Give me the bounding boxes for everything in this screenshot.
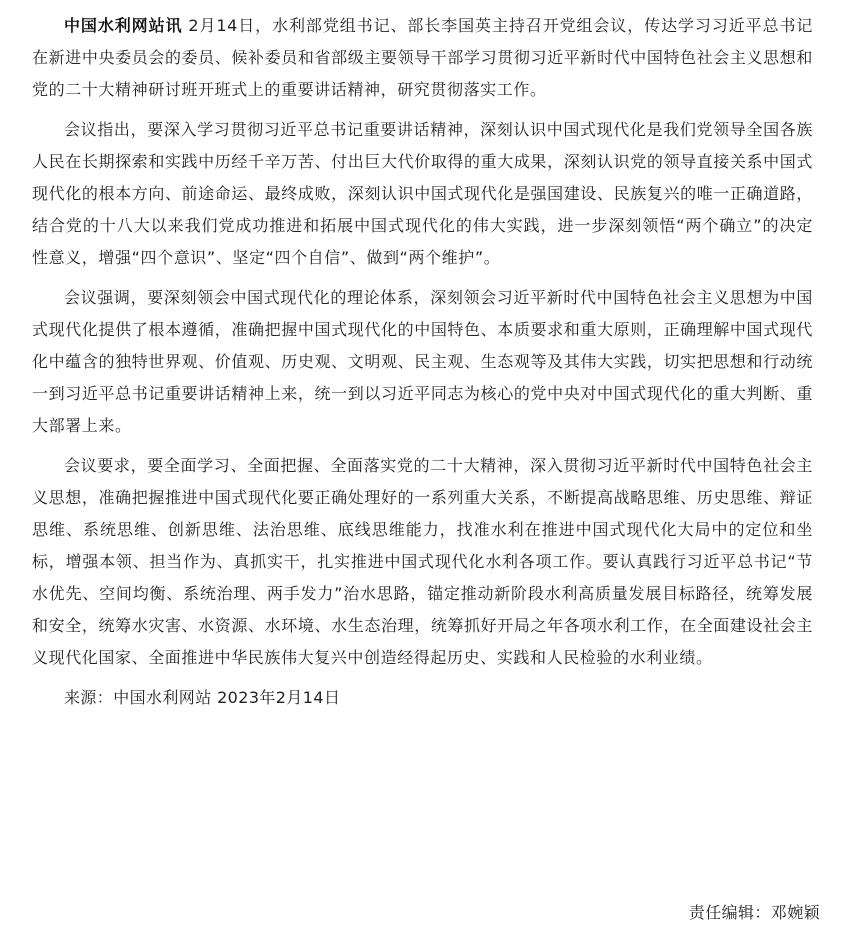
paragraph-1-text: 2月14日，水利部党组书记、部长李国英主持召开党组会议，传达学习习近平总书记在新进中央委员会的委员、候补委员和省部级主要领导干部学习贯彻习近平新时代中国特色社会主义思想和党的二十大精神研讨班开班式上的重要讲话精神，研究贯彻落实工作。 [32,16,813,99]
lead-source-label: 中国水利网站讯 [64,16,183,35]
source-line: 来源：中国水利网站 2023年2月14日 [64,688,341,707]
paragraph-1 [32,10,813,106]
editor-credit: 责任编辑：邓婉颖 [688,903,820,922]
paragraph-3: 会议强调，要深刻领会中国式现代化的理论体系，深刻领会习近平新时代中国特色社会主义思想为中国式现代化提供了根本遵循，准确把握中国式现代化的中国特色、本质要求和重大原则，正确理解中国式现代化中蕴含的独特世界观、价值观、历史观、文明观、民主观、生态观等及其伟大实践，切实把思想和行动统一到习近平总书记重要讲话精神上来，统一到以习近平同志为核心的党中央对中国式现代化的重大判断、重大部署上来。 [32,288,813,435]
paragraph-4: 会议要求，要全面学习、全面把握、全面落实党的二十大精神，深入贯彻习近平新时代中国特色社会主义思想，准确把握推进中国式现代化要正确处理好的一系列重大关系，不断提高战略思维、历史思维、辩证思维、系统思维、创新思维、法治思维、底线思维能力，找准水利在推进中国式现代化大局中的定位和坐标，增强本领、担当作为、真抓实干，扎实推进中国式现代化水利各项工作。要认真践行习近平总书记“节水优先、空间均衡、系统治理、两手发力”治水思路，锚定推动新阶段水利高质量发展目标路径，统筹发展和安全，统筹水灾害、水资源、水环境、水生态治理，统筹抓好开局之年各项水利工作，在全面建设社会主义现代化国家、全面推进中华民族伟大复兴中创造经得起历史、实践和人民检验的水利业绩。 [32,456,813,667]
paragraph-2: 会议指出，要深入学习贯彻习近平总书记重要讲话精神，深刻认识中国式现代化是我们党领导全国各族人民在长期探索和实践中历经千辛万苦、付出巨大代价取得的重大成果，深刻认识党的领导直接关系中国式现代化的根本方向、前途命运、最终成败，深刻认识中国式现代化是强国建设、民族复兴的唯一正确道路，结合党的十八大以来我们党成功推进和拓展中国式现代化的伟大实践，进一步深刻领悟“两个确立”的决定性意义，增强“四个意识”、坚定“四个自信”、做到“两个维护”。 [32,120,813,267]
